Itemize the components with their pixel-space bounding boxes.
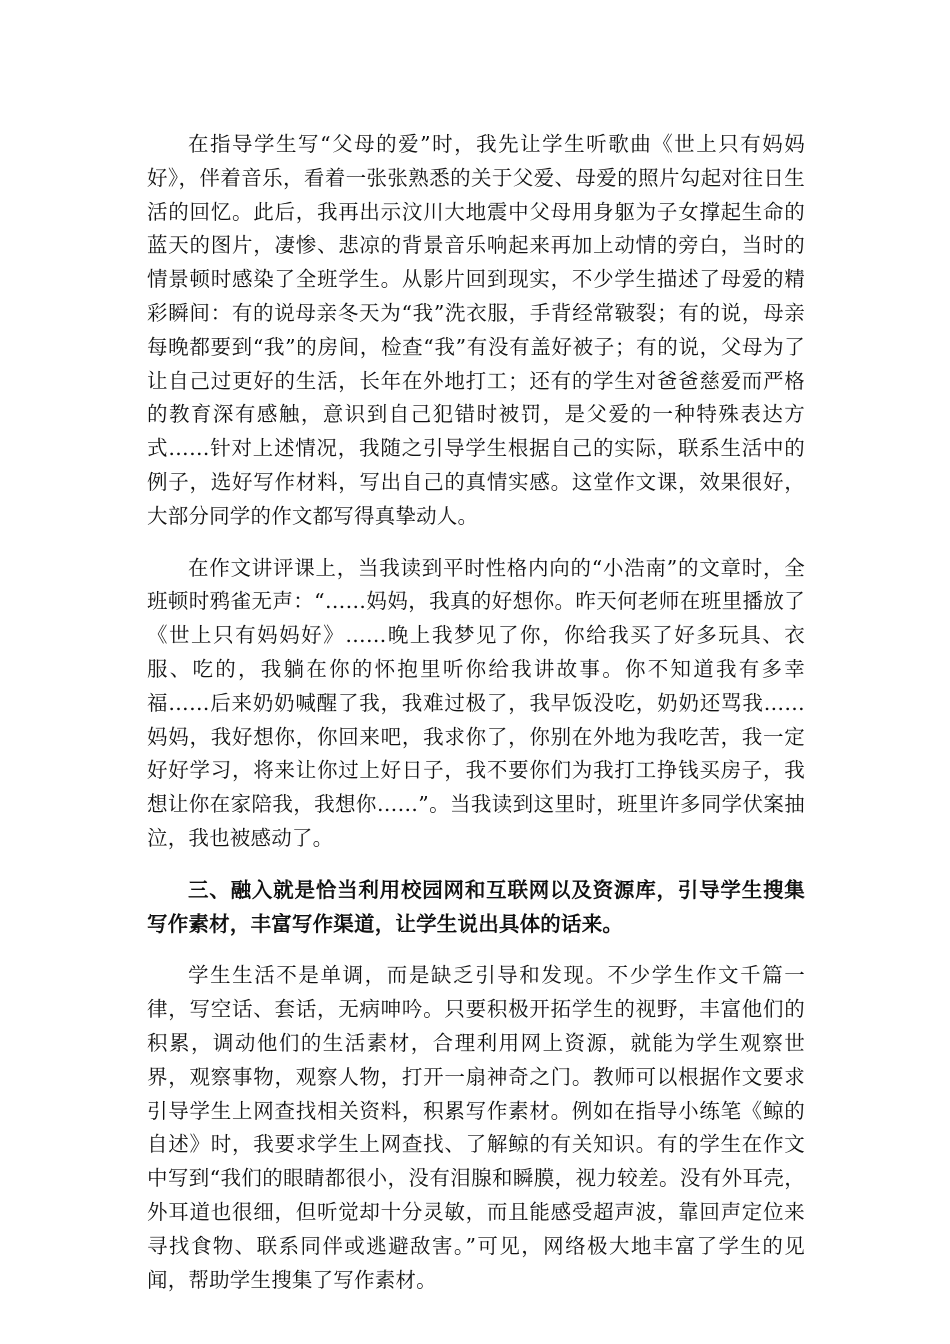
paragraph-parental-love-lesson: 在指导学生写“父母的爱”时，我先让学生听歌曲《世上只有妈妈好》，伴着音乐，看着一张张熟悉的关于父爱、母爱的照片勾起对往日生活的回忆。此后，我再出示汶川大地震中父母用身躯为子女撑起生命的蓝天的图片，凄惨、悲凉的背景音乐响起来再加上动情的旁白，当时的情景顿时感染了全班学生。从影片回到现实，不少学生描述了母爱的精彩瞬间：有的说母亲冬天为“我”洗衣服，手背经常皲裂；有的说，母亲每晚都要到“我”的房间，检查“我”有没有盖好被子；有的说，父母为了让自己过更好的生活，长年在外地打工；还有的学生对爸爸慈爱而严格的教育深有感触，意识到自己犯错时被罚，是父爱的一种特殊表达方式……针对上述情况，我随之引导学生根据自己的实际，联系生活中的例子，选好写作材料，写出自己的真情实感。这堂作文课，效果很好，大部分同学的作文都写得真挚动人。 [147,132,805,528]
document-page [147,128,805,1297]
paragraph-internet-resources: 学生生活不是单调，而是缺乏引导和发现。不少学生作文千篇一律，写空话、套话，无病呻吟。只要积极开拓学生的视野，丰富他们的积累，调动他们的生活素材，合理利用网上资源，就能为学生观察世界，观察事物，观察人物，打开一扇神奇之门。教师可以根据作文要求引导学生上网查找相关资料，积累写作素材。例如在指导小练笔《鲸的自述》时，我要求学生上网查找、了解鲸的有关知识。有的学生在作文中写到“我们的眼睛都很小，没有泪腺和瞬膜，视力较差。没有外耳壳，外耳道也很细，但听觉却十分灵敏，而且能感受超声波，靠回声定位来寻找食物、联系同伴或逃避敌害。”可见，网络极大地丰富了学生的见闻，帮助学生搜集了写作素材。 [147,963,805,1292]
section-heading-three: 三、融入就是恰当利用校园网和互联网以及资源库，引导学生搜集写作素材，丰富写作渠道，让学生说出具体的话来。 [147,877,805,936]
paragraph-essay-review: 在作文讲评课上，当我读到平时性格内向的“小浩南”的文章时，全班顿时鸦雀无声：“……妈妈，我真的好想你。昨天何老师在班里播放了《世上只有妈妈好》……晚上我梦见了你，你给我买了好多玩具、衣服、吃的，我躺在你的怀抱里听你给我讲故事。你不知道我有多幸福……后来奶奶喊醒了我，我难过极了，我早饭没吃，奶奶还骂我……妈妈，我好想你，你回来吧，我求你了，你别在外地为我吃苦，我一定好好学习，将来让你过上好日子，我不要你们为我打工挣钱买房子，我想让你在家陪我，我想你……”。当我读到这里时，班里许多同学伏案抽泣，我也被感动了。 [147,555,805,850]
